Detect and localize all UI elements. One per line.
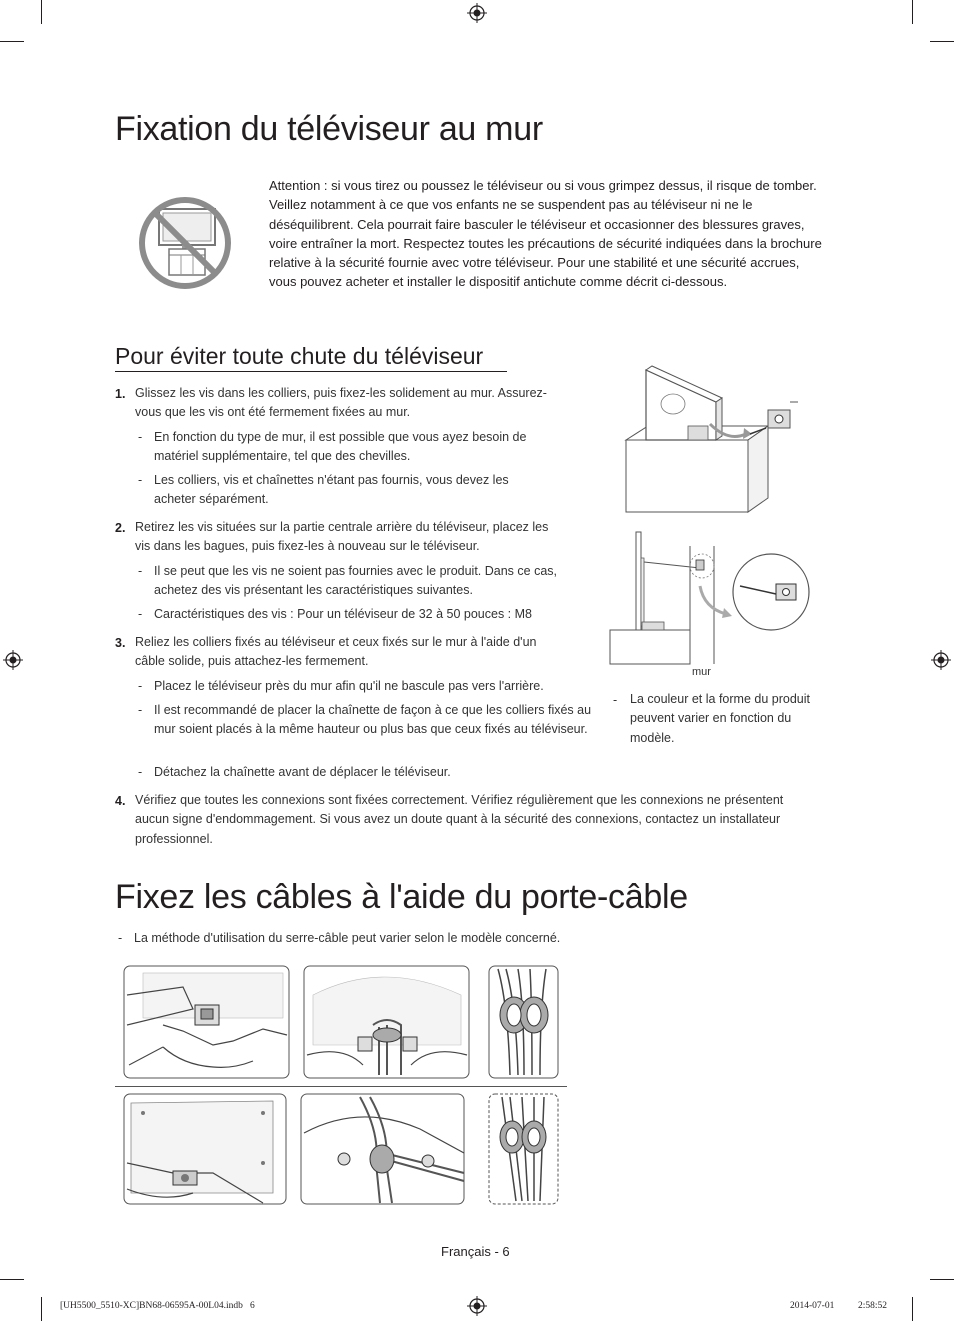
note-dash: - (138, 679, 143, 693)
footer-date: 2014-07-01 (790, 1301, 835, 1311)
crop-mark (0, 41, 24, 42)
step-note: Caractéristiques des vis : Pour un téléviseur de 32 à 50 pouces : M8 (154, 607, 532, 621)
registration-mark-icon (931, 650, 951, 670)
figure-note: La couleur et la forme du produit peuvent varier en fonction du modèle. (630, 692, 810, 745)
registration-mark-icon (467, 1296, 487, 1316)
cable-holder-illustration (303, 965, 471, 1079)
subsection-underline (115, 371, 507, 372)
step-note: Détachez la chaînette avant de déplacer le téléviseur. (154, 765, 451, 779)
step-number: 3. (115, 636, 126, 650)
crop-mark (41, 0, 42, 24)
tv-wall-chain-illustration (608, 528, 818, 666)
cable-holder-illustration (123, 1093, 288, 1205)
cable-clip-detail-illustration (488, 965, 560, 1079)
note-dash: - (138, 473, 143, 487)
section-note: La méthode d'utilisation du serre-câble peut varier selon le modèle concerné. (134, 931, 561, 945)
note-dash: - (613, 693, 618, 707)
note-dash: - (138, 564, 143, 578)
tv-stand-bracket-illustration (618, 362, 824, 518)
section-title: Fixation du téléviseur au mur (115, 110, 543, 148)
note-dash: - (138, 703, 143, 717)
section-title: Fixez les câbles à l'aide du porte-câble (115, 878, 688, 916)
wall-label: mur (692, 666, 711, 678)
no-climbing-warning-icon (137, 195, 233, 291)
note-dash: - (138, 765, 143, 779)
step-note: Les colliers, vis et chaînettes n'étant pas fournis, vous devez les acheter séparément. (154, 473, 509, 507)
registration-mark-icon (3, 650, 23, 670)
note-dash: - (118, 931, 123, 945)
step-number: 1. (115, 387, 126, 401)
cable-holder-illustration (300, 1093, 466, 1205)
warning-text: Attention : si vous tirez ou poussez le téléviseur ou si vous grimpez dessus, il risque de tomber. Veillez notamment à ce que vos enfants ne se suspendent pas au téléviseur ni ne le déséquilibrent. Cela pourrait faire basculer le téléviseur et occasionner des blessures graves, voire entraîner la mort. Respectez toutes les précautions de sécurité indiquées dans la brochure relative à la sécurité fournie avec votre téléviseur. Pour une stabilité et une sécurité accrues, vous pouvez acheter et installer le dispositif antichute comme décrit ci-dessous. (269, 178, 822, 290)
subsection-title: Pour éviter toute chute du téléviseur (115, 343, 484, 369)
crop-mark (912, 1297, 913, 1321)
crop-mark (912, 0, 913, 24)
crop-mark (41, 1297, 42, 1321)
separator-line (115, 1086, 567, 1087)
footer-time: 2:58:52 (858, 1301, 888, 1311)
step-number: 2. (115, 521, 126, 535)
crop-mark (930, 1279, 954, 1280)
step-text: Retirez les vis situées sur la partie centrale arrière du téléviseur, placez les vis dans les bagues, puis fixez-les à nouveau sur le téléviseur. (135, 520, 549, 554)
step-note: Il se peut que les vis ne soient pas fournies avec le produit. Dans ce cas, achetez des vis présentant les caractéristiques suivantes. (154, 564, 558, 598)
registration-mark-icon (467, 3, 487, 23)
cable-holder-illustration (123, 965, 291, 1079)
cable-clip-detail-illustration (488, 1093, 560, 1205)
step-text: Glissez les vis dans les colliers, puis fixez-les solidement au mur. Assurez-vous que les vis ont été fermement fixées au mur. (135, 386, 547, 420)
crop-mark (0, 1279, 24, 1280)
step-note: Il est recommandé de placer la chaînette de façon à ce que les colliers fixés au mur soient placés à la même hauteur ou plus bas que ceux fixés au téléviseur. (154, 703, 592, 737)
step-note: En fonction du type de mur, il est possible que vous ayez besoin de matériel supplémentaire, tel que des chevilles. (154, 430, 527, 464)
step-text: Reliez les colliers fixés au téléviseur et ceux fixés sur le mur à l'aide d'un câble solide, puis attachez-les fermement. (135, 635, 537, 669)
note-dash: - (138, 430, 143, 444)
step-note: Placez le téléviseur près du mur afin qu'il ne bascule pas vers l'arrière. (154, 679, 544, 693)
crop-mark (930, 41, 954, 42)
footer-file: [UH5500_5510-XC]BN68-06595A-00L04.indb 6 (60, 1301, 255, 1311)
step-number: 4. (115, 794, 126, 808)
page-number: Français - 6 (441, 1244, 510, 1259)
step-text: Vérifiez que toutes les connexions sont fixées correctement. Vérifiez régulièrement que les connexions ne présentent aucun signe d'endommagement. Si vous avez un doute quant à la sécurité des connexions, contactez un installateur professionnel. (135, 793, 784, 846)
note-dash: - (138, 607, 143, 621)
